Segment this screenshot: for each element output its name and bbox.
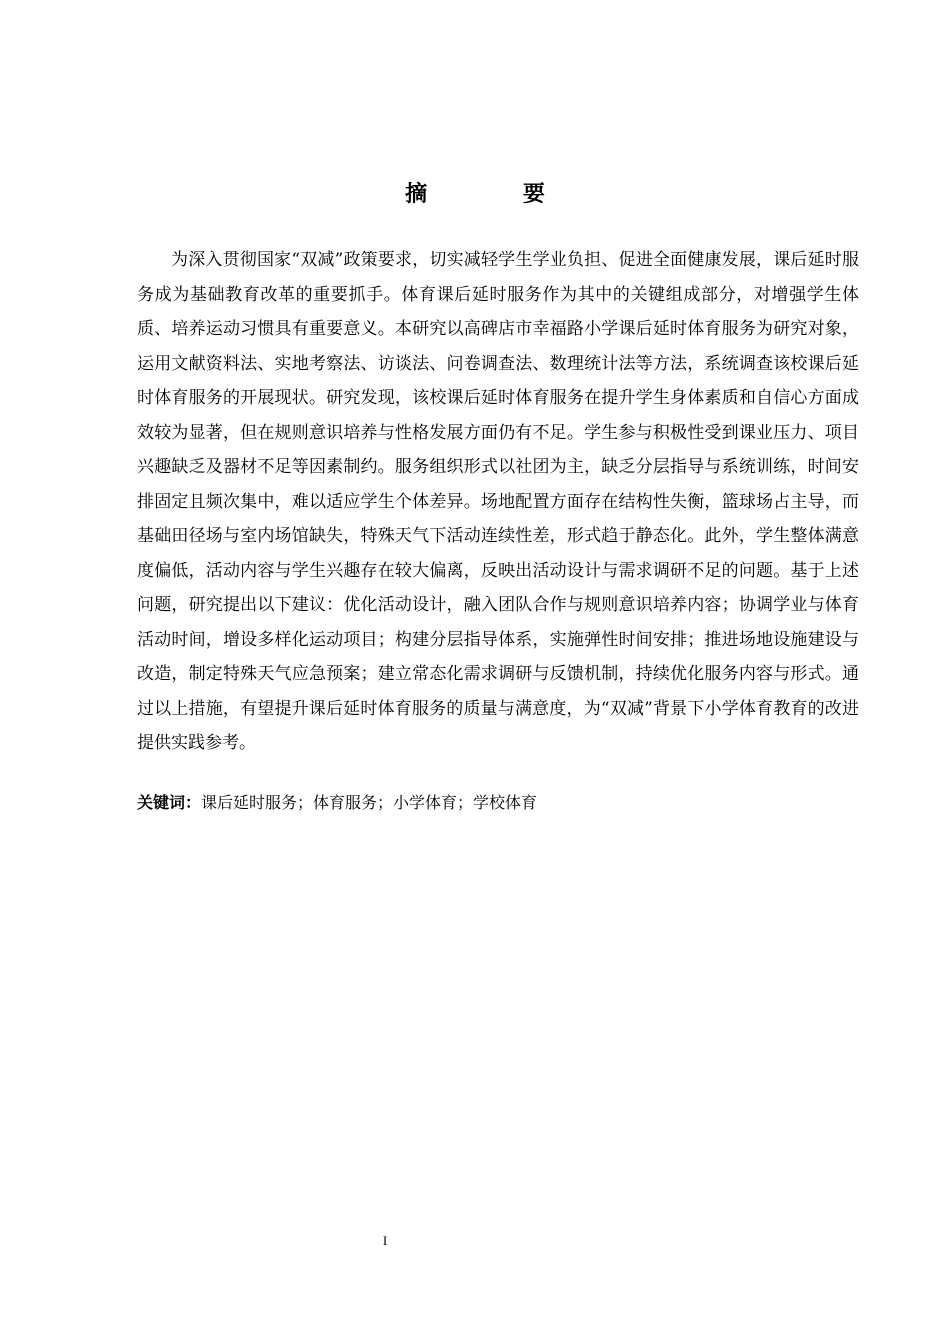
keywords-label: 关键词：	[137, 793, 202, 812]
abstract-body: 为深入贯彻国家“双减”政策要求，切实减轻学生学业负担、促进全面健康发展，课后延时服务成为基础教育改革的重要抓手。体育课后延时服务作为其中的关键组成部分，对增强学生体质、培养运动习惯具有重要意义。本研究以高碑店市幸福路小学课后延时体育服务为研究对象，运用文献资料法、实地考察法、访谈法、问卷调查法、数理统计法等方法，系统调查该校课后延时体育服务的开展现状。研究发现，该校课后延时体育服务在提升学生身体素质和自信心方面成效较为显著，但在规则意识培养与性格发展方面仍有不足。学生参与积极性受到课业压力、项目兴趣缺乏及器材不足等因素制约。服务组织形式以社团为主，缺乏分层指导与系统训练，时间安排固定且频次集中，难以适应学生个体差异。场地配置方面存在结构性失衡，篮球场占主导，而基础田径场与室内场馆缺失，特殊天气下活动连续性差，形式趋于静态化。此外，学生整体满意度偏低，活动内容与学生兴趣存在较大偏离，反映出活动设计与需求调研不足的问题。基于上述问题，研究提出以下建议：优化活动设计，融入团队合作与规则意识培养内容；协调学业与体育活动时间，增设多样化运动项目；构建分层指导体系，实施弹性时间安排；推进场地设施建设与改造，制定特殊天气应急预案；建立常态化需求调研与反馈机制，持续优化服务内容与形式。通过以上措施，有望提升课后延时体育服务的质量与满意度，为“双减”背景下小学体育教育的改进提供实践参考。	[137, 250, 859, 753]
keywords-line	[137, 788, 859, 818]
keywords-text: 课后延时服务；体育服务；小学体育；学校体育	[201, 793, 538, 812]
page-number: I	[382, 1233, 388, 1248]
abstract-title: 摘 要	[405, 182, 589, 207]
